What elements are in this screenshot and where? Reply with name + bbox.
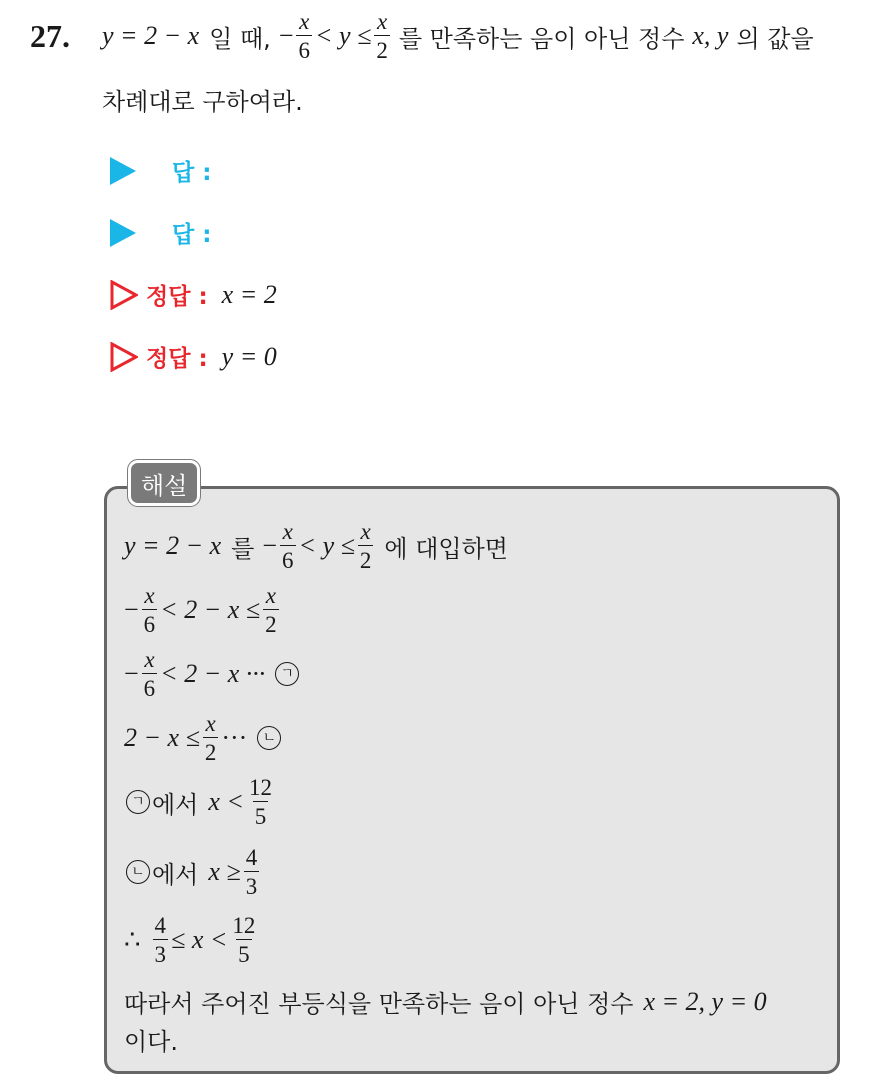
therefore-sign: ∴ xyxy=(124,925,141,954)
correct-answer-label: 정답 : xyxy=(146,284,208,310)
solution-line-3 xyxy=(124,648,301,700)
play-triangle-icon xyxy=(110,219,136,247)
fraction: $\frac{x}{2}$ xyxy=(359,519,372,573)
answer-label: 답 : xyxy=(172,222,212,248)
fraction: $\frac{x}{6}$ xyxy=(143,647,156,701)
inequality: < y ≤ xyxy=(298,531,355,560)
solution-line-7 xyxy=(124,914,260,966)
solution-line-2 xyxy=(124,584,282,636)
solution-line-5 xyxy=(124,776,277,828)
solution-text: 를 xyxy=(231,534,255,563)
inequality: x < xyxy=(208,787,244,816)
solution-line-6 xyxy=(124,846,262,898)
circled-mark-a: ㄱ xyxy=(126,790,150,814)
solution-text: 이다. xyxy=(124,1028,178,1056)
minus-sign: − xyxy=(124,595,139,624)
fraction: $\frac{x}{2}$ xyxy=(265,583,277,637)
answer-row-2 xyxy=(110,216,211,249)
inequality: ≤ x < xyxy=(171,925,228,954)
correct-answer-label: 정답 : xyxy=(146,346,208,372)
solution-line-9 xyxy=(124,1022,178,1057)
circled-mark-b: ㄴ xyxy=(126,860,150,884)
question-inequality: < y ≤ xyxy=(314,21,372,50)
solution-tab: 해설 xyxy=(128,460,200,506)
play-triangle-icon xyxy=(110,157,136,185)
correct-answer-row-1 xyxy=(110,278,277,311)
fraction: $\frac{x}{6}$ xyxy=(143,583,156,637)
question-fraction-left: $\frac{x}{6}$ xyxy=(298,9,310,63)
correct-answer-row-2 xyxy=(110,340,277,373)
question-minus: − xyxy=(278,21,294,50)
solution-line-1 xyxy=(124,520,508,572)
outline-triangle-icon xyxy=(110,280,138,310)
circled-mark-a: ㄱ xyxy=(275,662,299,686)
ellipsis: ··· xyxy=(221,723,248,752)
circled-mark-b: ㄴ xyxy=(257,726,281,750)
solution-text: 에서 xyxy=(152,860,199,889)
minus-sign: − xyxy=(262,531,278,560)
fraction: $\frac{12}{5}$ xyxy=(232,913,256,967)
inequality: x ≥ xyxy=(208,857,241,886)
question-line-1 xyxy=(102,10,814,62)
question-condition: 를 만족하는 음이 아닌 정수 xyxy=(398,24,685,53)
question-variables: x, y xyxy=(692,21,729,50)
correct-answer-value: x = 2 xyxy=(221,279,277,309)
inequality: < 2 − x ≤ xyxy=(160,595,261,624)
question-equation: y = 2 − x xyxy=(102,21,200,50)
outline-triangle-icon xyxy=(110,342,138,372)
correct-answer-value: y = 0 xyxy=(221,341,277,371)
inequality: < 2 − x ··· xyxy=(160,659,266,688)
solution-text: 따라서 주어진 부등식을 만족하는 음이 아닌 정수 xyxy=(124,990,634,1018)
solution-equation: y = 2 − x xyxy=(124,531,222,560)
fraction: $\frac{4}{3}$ xyxy=(154,913,167,967)
fraction: $\frac{x}{6}$ xyxy=(282,519,294,573)
solution-text: 에서 xyxy=(152,790,199,819)
solution-line-4 xyxy=(124,712,283,764)
answer-row-1 xyxy=(110,154,211,187)
question-line-2: 차례대로 구하여라. xyxy=(102,88,303,116)
answer-label: 답 : xyxy=(172,160,212,186)
inequality: 2 − x ≤ xyxy=(124,723,200,752)
question-fraction-right: $\frac{x}{2}$ xyxy=(376,9,388,63)
question-when: 일 때, xyxy=(209,24,271,53)
minus-sign: − xyxy=(124,659,139,688)
solution-line-8 xyxy=(124,984,767,1019)
fraction: $\frac{x}{2}$ xyxy=(204,711,217,765)
solution-result: x = 2, y = 0 xyxy=(643,986,767,1016)
fraction: $\frac{4}{3}$ xyxy=(245,845,258,899)
question-number: 27. xyxy=(30,18,70,54)
question-end: 의 값을 xyxy=(736,24,814,53)
fraction: $\frac{12}{5}$ xyxy=(248,775,272,829)
solution-text: 에 대입하면 xyxy=(384,534,508,563)
